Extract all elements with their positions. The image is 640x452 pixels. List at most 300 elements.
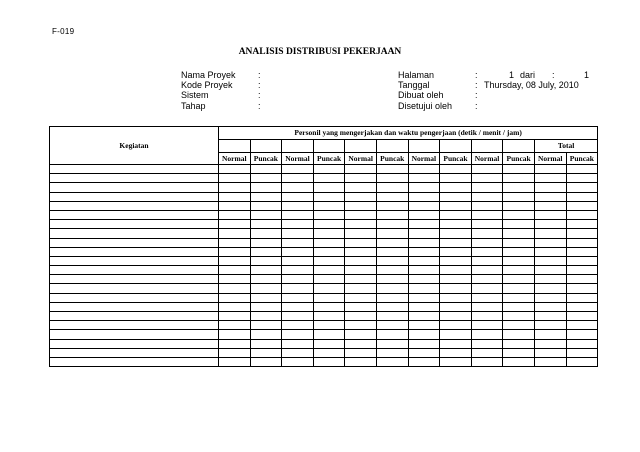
time-cell[interactable] xyxy=(282,210,314,219)
kegiatan-cell[interactable] xyxy=(50,220,219,229)
time-cell[interactable] xyxy=(503,174,535,183)
time-cell[interactable] xyxy=(503,302,535,311)
time-cell[interactable] xyxy=(250,312,282,321)
time-cell[interactable] xyxy=(376,210,408,219)
time-cell[interactable] xyxy=(471,192,503,201)
time-cell[interactable] xyxy=(503,192,535,201)
time-cell[interactable] xyxy=(250,348,282,357)
time-cell[interactable] xyxy=(408,348,440,357)
time-cell[interactable] xyxy=(471,174,503,183)
time-cell[interactable] xyxy=(219,348,251,357)
time-cell[interactable] xyxy=(534,165,566,174)
time-cell[interactable] xyxy=(440,210,472,219)
time-cell[interactable] xyxy=(503,275,535,284)
time-cell[interactable] xyxy=(282,312,314,321)
time-cell[interactable] xyxy=(219,220,251,229)
time-cell[interactable] xyxy=(282,183,314,192)
kegiatan-cell[interactable] xyxy=(50,321,219,330)
time-cell[interactable] xyxy=(250,247,282,256)
kegiatan-cell[interactable] xyxy=(50,210,219,219)
time-cell[interactable] xyxy=(503,321,535,330)
time-cell[interactable] xyxy=(566,312,598,321)
time-cell[interactable] xyxy=(566,183,598,192)
time-cell[interactable] xyxy=(376,220,408,229)
kegiatan-cell[interactable] xyxy=(50,229,219,238)
time-cell[interactable] xyxy=(471,357,503,366)
time-cell[interactable] xyxy=(440,284,472,293)
kegiatan-cell[interactable] xyxy=(50,284,219,293)
time-cell[interactable] xyxy=(440,220,472,229)
kegiatan-cell[interactable] xyxy=(50,238,219,247)
time-cell[interactable] xyxy=(219,266,251,275)
time-cell[interactable] xyxy=(408,210,440,219)
time-cell[interactable] xyxy=(250,357,282,366)
time-cell[interactable] xyxy=(534,183,566,192)
time-cell[interactable] xyxy=(376,201,408,210)
time-cell[interactable] xyxy=(566,266,598,275)
time-cell[interactable] xyxy=(408,312,440,321)
time-cell[interactable] xyxy=(376,357,408,366)
table-row xyxy=(50,247,598,256)
time-cell[interactable] xyxy=(282,247,314,256)
time-cell[interactable] xyxy=(471,183,503,192)
time-cell[interactable] xyxy=(534,174,566,183)
time-cell[interactable] xyxy=(408,165,440,174)
time-cell[interactable] xyxy=(566,302,598,311)
time-cell[interactable] xyxy=(566,247,598,256)
time-cell[interactable] xyxy=(503,238,535,247)
time-cell[interactable] xyxy=(440,165,472,174)
time-cell[interactable] xyxy=(313,357,345,366)
time-cell[interactable] xyxy=(408,220,440,229)
time-cell[interactable] xyxy=(534,220,566,229)
time-cell[interactable] xyxy=(313,220,345,229)
time-cell[interactable] xyxy=(408,293,440,302)
time-cell[interactable] xyxy=(408,256,440,265)
time-cell[interactable] xyxy=(440,339,472,348)
time-cell[interactable] xyxy=(503,210,535,219)
time-cell[interactable] xyxy=(219,201,251,210)
time-cell[interactable] xyxy=(345,275,377,284)
time-cell[interactable] xyxy=(219,339,251,348)
time-cell[interactable] xyxy=(503,220,535,229)
time-cell[interactable] xyxy=(250,174,282,183)
time-cell[interactable] xyxy=(313,339,345,348)
time-cell[interactable] xyxy=(408,183,440,192)
time-cell[interactable] xyxy=(408,247,440,256)
time-cell[interactable] xyxy=(282,275,314,284)
time-cell[interactable] xyxy=(282,330,314,339)
time-cell[interactable] xyxy=(345,302,377,311)
time-cell[interactable] xyxy=(408,284,440,293)
time-cell[interactable] xyxy=(250,210,282,219)
time-cell[interactable] xyxy=(250,321,282,330)
time-cell[interactable] xyxy=(408,266,440,275)
time-cell[interactable] xyxy=(345,284,377,293)
time-cell[interactable] xyxy=(376,312,408,321)
time-cell[interactable] xyxy=(219,302,251,311)
time-cell[interactable] xyxy=(345,266,377,275)
time-cell[interactable] xyxy=(345,312,377,321)
time-cell[interactable] xyxy=(219,284,251,293)
kegiatan-cell[interactable] xyxy=(50,348,219,357)
time-cell[interactable] xyxy=(471,247,503,256)
time-cell[interactable] xyxy=(345,256,377,265)
time-cell[interactable] xyxy=(534,312,566,321)
time-cell[interactable] xyxy=(376,348,408,357)
time-cell[interactable] xyxy=(408,321,440,330)
time-cell[interactable] xyxy=(376,275,408,284)
time-cell[interactable] xyxy=(250,165,282,174)
time-cell[interactable] xyxy=(534,201,566,210)
time-cell[interactable] xyxy=(534,293,566,302)
time-cell[interactable] xyxy=(503,256,535,265)
time-cell[interactable] xyxy=(250,339,282,348)
time-cell[interactable] xyxy=(345,348,377,357)
time-cell[interactable] xyxy=(345,183,377,192)
table-row xyxy=(50,348,598,357)
time-cell[interactable] xyxy=(471,284,503,293)
time-cell[interactable] xyxy=(345,339,377,348)
time-cell[interactable] xyxy=(440,247,472,256)
time-cell[interactable] xyxy=(219,174,251,183)
time-cell[interactable] xyxy=(471,312,503,321)
time-cell[interactable] xyxy=(503,284,535,293)
halaman-of: dari xyxy=(520,70,536,80)
time-cell[interactable] xyxy=(534,256,566,265)
time-cell[interactable] xyxy=(313,201,345,210)
time-cell[interactable] xyxy=(376,192,408,201)
time-cell[interactable] xyxy=(566,321,598,330)
time-cell[interactable] xyxy=(503,330,535,339)
time-cell[interactable] xyxy=(282,284,314,293)
time-cell[interactable] xyxy=(440,229,472,238)
time-cell[interactable] xyxy=(345,321,377,330)
time-cell[interactable] xyxy=(282,220,314,229)
time-cell[interactable] xyxy=(503,293,535,302)
time-cell[interactable] xyxy=(471,339,503,348)
time-cell[interactable] xyxy=(282,321,314,330)
time-cell[interactable] xyxy=(345,357,377,366)
time-cell[interactable] xyxy=(503,339,535,348)
time-cell[interactable] xyxy=(250,238,282,247)
time-cell[interactable] xyxy=(219,238,251,247)
time-cell[interactable] xyxy=(345,192,377,201)
tanggal-label: Tanggal xyxy=(398,80,430,91)
time-cell[interactable] xyxy=(219,165,251,174)
time-cell[interactable] xyxy=(471,321,503,330)
time-cell[interactable] xyxy=(503,183,535,192)
time-cell[interactable] xyxy=(566,284,598,293)
kegiatan-cell[interactable] xyxy=(50,201,219,210)
time-cell[interactable] xyxy=(408,357,440,366)
time-cell[interactable] xyxy=(566,238,598,247)
kegiatan-cell[interactable] xyxy=(50,293,219,302)
time-cell[interactable] xyxy=(219,247,251,256)
time-cell[interactable] xyxy=(219,210,251,219)
time-cell[interactable] xyxy=(440,321,472,330)
personil-header: Personil yang mengerjakan dan waktu pengerjaan (detik / menit / jam) xyxy=(219,127,598,140)
time-cell[interactable] xyxy=(566,192,598,201)
time-cell[interactable] xyxy=(534,266,566,275)
time-cell[interactable] xyxy=(408,275,440,284)
time-cell[interactable] xyxy=(313,293,345,302)
time-cell[interactable] xyxy=(345,201,377,210)
time-cell[interactable] xyxy=(313,266,345,275)
time-cell[interactable] xyxy=(408,339,440,348)
time-cell[interactable] xyxy=(408,238,440,247)
time-cell[interactable] xyxy=(440,302,472,311)
time-cell[interactable] xyxy=(440,357,472,366)
kegiatan-cell[interactable] xyxy=(50,165,219,174)
time-cell[interactable] xyxy=(313,284,345,293)
time-cell[interactable] xyxy=(408,330,440,339)
time-cell[interactable] xyxy=(219,275,251,284)
time-cell[interactable] xyxy=(313,174,345,183)
time-cell[interactable] xyxy=(313,256,345,265)
time-cell[interactable] xyxy=(313,275,345,284)
kegiatan-cell[interactable] xyxy=(50,183,219,192)
time-cell[interactable] xyxy=(440,256,472,265)
time-cell[interactable] xyxy=(503,229,535,238)
time-cell[interactable] xyxy=(534,238,566,247)
time-cell[interactable] xyxy=(534,275,566,284)
time-cell[interactable] xyxy=(250,183,282,192)
time-cell[interactable] xyxy=(376,339,408,348)
time-cell[interactable] xyxy=(345,220,377,229)
time-cell[interactable] xyxy=(250,293,282,302)
time-cell[interactable] xyxy=(376,229,408,238)
time-cell[interactable] xyxy=(313,183,345,192)
time-cell[interactable] xyxy=(440,174,472,183)
time-cell[interactable] xyxy=(503,201,535,210)
time-cell[interactable] xyxy=(313,192,345,201)
time-cell[interactable] xyxy=(250,266,282,275)
time-cell[interactable] xyxy=(376,284,408,293)
time-cell[interactable] xyxy=(219,357,251,366)
kegiatan-cell[interactable] xyxy=(50,330,219,339)
kegiatan-cell[interactable] xyxy=(50,247,219,256)
time-cell[interactable] xyxy=(345,210,377,219)
time-cell[interactable] xyxy=(282,293,314,302)
time-cell[interactable] xyxy=(219,229,251,238)
time-cell[interactable] xyxy=(345,330,377,339)
time-cell[interactable] xyxy=(313,312,345,321)
time-cell[interactable] xyxy=(534,357,566,366)
time-cell[interactable] xyxy=(566,275,598,284)
kegiatan-cell[interactable] xyxy=(50,357,219,366)
time-cell[interactable] xyxy=(440,348,472,357)
time-cell[interactable] xyxy=(313,302,345,311)
time-cell[interactable] xyxy=(566,210,598,219)
time-cell[interactable] xyxy=(566,293,598,302)
time-cell[interactable] xyxy=(534,330,566,339)
time-cell[interactable] xyxy=(376,165,408,174)
time-cell[interactable] xyxy=(534,284,566,293)
time-cell[interactable] xyxy=(534,321,566,330)
time-cell[interactable] xyxy=(534,339,566,348)
time-cell[interactable] xyxy=(503,312,535,321)
time-cell[interactable] xyxy=(503,266,535,275)
time-cell[interactable] xyxy=(566,339,598,348)
time-cell[interactable] xyxy=(440,312,472,321)
kegiatan-cell[interactable] xyxy=(50,174,219,183)
time-cell[interactable] xyxy=(219,256,251,265)
time-cell[interactable] xyxy=(471,229,503,238)
time-cell[interactable] xyxy=(345,247,377,256)
time-cell[interactable] xyxy=(282,238,314,247)
time-cell[interactable] xyxy=(250,201,282,210)
time-cell[interactable] xyxy=(376,266,408,275)
time-cell[interactable] xyxy=(282,339,314,348)
time-cell[interactable] xyxy=(345,238,377,247)
time-cell[interactable] xyxy=(440,330,472,339)
time-cell[interactable] xyxy=(219,183,251,192)
time-cell[interactable] xyxy=(282,266,314,275)
table-row xyxy=(50,266,598,275)
time-cell[interactable] xyxy=(471,165,503,174)
time-cell[interactable] xyxy=(503,357,535,366)
time-cell[interactable] xyxy=(471,266,503,275)
time-cell[interactable] xyxy=(534,229,566,238)
kegiatan-cell[interactable] xyxy=(50,339,219,348)
time-cell[interactable] xyxy=(376,174,408,183)
time-cell[interactable] xyxy=(376,321,408,330)
time-cell[interactable] xyxy=(282,302,314,311)
time-cell[interactable] xyxy=(566,256,598,265)
table-row xyxy=(50,275,598,284)
time-cell[interactable] xyxy=(566,348,598,357)
time-cell[interactable] xyxy=(345,174,377,183)
time-cell[interactable] xyxy=(250,302,282,311)
time-cell[interactable] xyxy=(534,210,566,219)
time-cell[interactable] xyxy=(503,348,535,357)
time-cell[interactable] xyxy=(282,192,314,201)
time-cell[interactable] xyxy=(250,192,282,201)
halaman-row xyxy=(398,70,598,80)
time-cell[interactable] xyxy=(282,174,314,183)
time-cell[interactable] xyxy=(566,330,598,339)
time-cell[interactable] xyxy=(471,220,503,229)
time-cell[interactable] xyxy=(503,247,535,256)
time-cell[interactable] xyxy=(219,293,251,302)
time-cell[interactable] xyxy=(345,229,377,238)
table-row xyxy=(50,174,598,183)
time-cell[interactable] xyxy=(408,174,440,183)
time-cell[interactable] xyxy=(376,302,408,311)
time-cell[interactable] xyxy=(250,229,282,238)
time-cell[interactable] xyxy=(376,330,408,339)
time-cell[interactable] xyxy=(408,302,440,311)
time-cell[interactable] xyxy=(282,348,314,357)
page-title: ANALISIS DISTRIBUSI PEKERJAAN xyxy=(238,47,402,57)
time-cell[interactable] xyxy=(376,293,408,302)
time-cell[interactable] xyxy=(282,165,314,174)
time-cell[interactable] xyxy=(534,302,566,311)
time-cell[interactable] xyxy=(250,275,282,284)
time-cell[interactable] xyxy=(313,210,345,219)
time-cell[interactable] xyxy=(345,165,377,174)
time-cell[interactable] xyxy=(566,165,598,174)
distribution-table xyxy=(49,126,598,367)
time-cell[interactable] xyxy=(313,165,345,174)
time-cell[interactable] xyxy=(440,293,472,302)
time-cell[interactable] xyxy=(282,357,314,366)
time-cell[interactable] xyxy=(534,247,566,256)
time-cell[interactable] xyxy=(566,229,598,238)
time-cell[interactable] xyxy=(408,201,440,210)
kegiatan-cell[interactable] xyxy=(50,256,219,265)
time-cell[interactable] xyxy=(219,192,251,201)
time-cell[interactable] xyxy=(376,247,408,256)
time-cell[interactable] xyxy=(471,275,503,284)
time-cell[interactable] xyxy=(471,302,503,311)
time-cell[interactable] xyxy=(566,357,598,366)
time-cell[interactable] xyxy=(471,293,503,302)
time-cell[interactable] xyxy=(313,348,345,357)
time-cell[interactable] xyxy=(440,238,472,247)
time-cell[interactable] xyxy=(376,183,408,192)
time-cell[interactable] xyxy=(219,321,251,330)
time-cell[interactable] xyxy=(440,192,472,201)
time-cell[interactable] xyxy=(471,201,503,210)
kegiatan-cell[interactable] xyxy=(50,275,219,284)
time-cell[interactable] xyxy=(408,229,440,238)
table-row xyxy=(50,256,598,265)
time-cell[interactable] xyxy=(250,220,282,229)
time-cell[interactable] xyxy=(566,174,598,183)
time-cell[interactable] xyxy=(345,293,377,302)
time-cell[interactable] xyxy=(313,247,345,256)
time-cell[interactable] xyxy=(503,165,535,174)
time-cell[interactable] xyxy=(376,238,408,247)
time-cell[interactable] xyxy=(376,256,408,265)
time-cell[interactable] xyxy=(313,330,345,339)
puncak-header: Puncak xyxy=(440,153,472,165)
sistem-label: Sistem xyxy=(181,90,209,101)
time-cell[interactable] xyxy=(282,201,314,210)
time-cell[interactable] xyxy=(313,229,345,238)
time-cell[interactable] xyxy=(250,256,282,265)
time-cell[interactable] xyxy=(566,201,598,210)
time-cell[interactable] xyxy=(471,210,503,219)
time-cell[interactable] xyxy=(471,256,503,265)
time-cell[interactable] xyxy=(250,284,282,293)
time-cell[interactable] xyxy=(440,201,472,210)
time-cell[interactable] xyxy=(313,238,345,247)
kegiatan-cell[interactable] xyxy=(50,302,219,311)
time-cell[interactable] xyxy=(471,330,503,339)
time-cell[interactable] xyxy=(471,238,503,247)
time-cell[interactable] xyxy=(219,312,251,321)
time-cell[interactable] xyxy=(313,321,345,330)
time-cell[interactable] xyxy=(440,183,472,192)
time-cell[interactable] xyxy=(408,192,440,201)
time-cell[interactable] xyxy=(250,330,282,339)
kegiatan-cell[interactable] xyxy=(50,266,219,275)
kegiatan-cell[interactable] xyxy=(50,312,219,321)
kegiatan-cell[interactable] xyxy=(50,192,219,201)
time-cell[interactable] xyxy=(534,348,566,357)
time-cell[interactable] xyxy=(471,348,503,357)
time-cell[interactable] xyxy=(534,192,566,201)
time-cell[interactable] xyxy=(282,229,314,238)
time-cell[interactable] xyxy=(219,330,251,339)
time-cell[interactable] xyxy=(282,256,314,265)
time-cell[interactable] xyxy=(440,266,472,275)
time-cell[interactable] xyxy=(440,275,472,284)
time-cell[interactable] xyxy=(566,220,598,229)
